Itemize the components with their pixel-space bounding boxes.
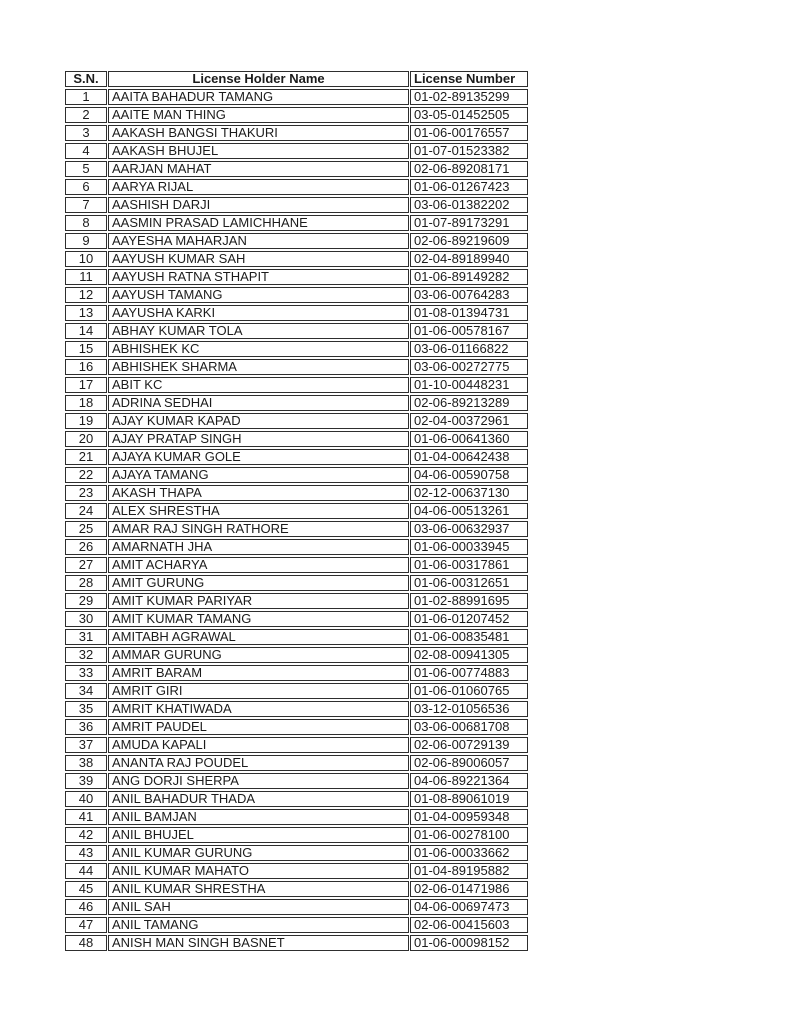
- row-license-holder-name: AAYESHA MAHARJAN: [108, 233, 409, 249]
- row-serial-number: 9: [65, 233, 107, 249]
- row-license-holder-name: AMIT GURUNG: [108, 575, 409, 591]
- row-license-holder-name: ANIL BAHADUR THADA: [108, 791, 409, 807]
- row-license-holder-name: ABHISHEK KC: [108, 341, 409, 357]
- row-license-number: 03-06-00681708: [410, 719, 528, 735]
- row-license-number: 04-06-89221364: [410, 773, 528, 789]
- row-serial-number: 1: [65, 89, 107, 105]
- row-serial-number: 40: [65, 791, 107, 807]
- row-license-holder-name: AAYUSH KUMAR SAH: [108, 251, 409, 267]
- row-serial-number: 5: [65, 161, 107, 177]
- header-license-number: License Number: [410, 71, 528, 87]
- row-serial-number: 30: [65, 611, 107, 627]
- table-row: [65, 179, 528, 195]
- row-license-number: 04-06-00590758: [410, 467, 528, 483]
- table-row: [65, 467, 528, 483]
- row-license-holder-name: AMRIT BARAM: [108, 665, 409, 681]
- row-license-holder-name: AJAY PRATAP SINGH: [108, 431, 409, 447]
- table-row: [65, 755, 528, 771]
- row-license-number: 01-06-01207452: [410, 611, 528, 627]
- row-license-number: 02-04-00372961: [410, 413, 528, 429]
- table-row: [65, 377, 528, 393]
- row-license-number: 03-06-00632937: [410, 521, 528, 537]
- row-license-number: 03-12-01056536: [410, 701, 528, 717]
- row-serial-number: 25: [65, 521, 107, 537]
- row-serial-number: 23: [65, 485, 107, 501]
- table-row: [65, 593, 528, 609]
- table-row: [65, 791, 528, 807]
- row-serial-number: 46: [65, 899, 107, 915]
- table-row: [65, 521, 528, 537]
- row-serial-number: 15: [65, 341, 107, 357]
- row-license-holder-name: AASMIN PRASAD LAMICHHANE: [108, 215, 409, 231]
- table-row: [65, 827, 528, 843]
- table-row: [65, 899, 528, 915]
- row-license-holder-name: AAYUSHA KARKI: [108, 305, 409, 321]
- row-license-number: 04-06-00513261: [410, 503, 528, 519]
- row-license-number: 02-06-00729139: [410, 737, 528, 753]
- row-serial-number: 7: [65, 197, 107, 213]
- table-row: [65, 935, 528, 951]
- row-license-number: 01-06-00278100: [410, 827, 528, 843]
- row-license-number: 02-06-01471986: [410, 881, 528, 897]
- row-license-number: 01-04-89195882: [410, 863, 528, 879]
- table-row: [65, 251, 528, 267]
- row-license-number: 01-04-00959348: [410, 809, 528, 825]
- license-table: [64, 69, 529, 953]
- row-license-number: 01-06-00835481: [410, 629, 528, 645]
- row-serial-number: 3: [65, 125, 107, 141]
- row-license-number: 03-06-00272775: [410, 359, 528, 375]
- row-serial-number: 6: [65, 179, 107, 195]
- row-serial-number: 36: [65, 719, 107, 735]
- table-row: [65, 413, 528, 429]
- row-license-holder-name: AMIT KUMAR TAMANG: [108, 611, 409, 627]
- row-serial-number: 21: [65, 449, 107, 465]
- table-row: [65, 449, 528, 465]
- row-license-holder-name: AMRIT KHATIWADA: [108, 701, 409, 717]
- row-license-number: 01-02-88991695: [410, 593, 528, 609]
- row-serial-number: 11: [65, 269, 107, 285]
- row-license-number: 02-06-89219609: [410, 233, 528, 249]
- table-row: [65, 683, 528, 699]
- row-license-number: 01-02-89135299: [410, 89, 528, 105]
- row-license-holder-name: AASHISH DARJI: [108, 197, 409, 213]
- table-row: [65, 575, 528, 591]
- table-row: [65, 557, 528, 573]
- row-license-number: 01-04-00642438: [410, 449, 528, 465]
- row-license-holder-name: AMIT ACHARYA: [108, 557, 409, 573]
- table-row: [65, 431, 528, 447]
- row-serial-number: 42: [65, 827, 107, 843]
- table-row: [65, 395, 528, 411]
- row-license-holder-name: AJAY KUMAR KAPAD: [108, 413, 409, 429]
- row-license-number: 01-08-89061019: [410, 791, 528, 807]
- row-license-holder-name: AMARNATH JHA: [108, 539, 409, 555]
- row-serial-number: 26: [65, 539, 107, 555]
- row-license-holder-name: AMITABH AGRAWAL: [108, 629, 409, 645]
- row-license-holder-name: ANIL BHUJEL: [108, 827, 409, 843]
- row-license-number: 01-10-00448231: [410, 377, 528, 393]
- row-license-holder-name: ANG DORJI SHERPA: [108, 773, 409, 789]
- row-license-holder-name: AAKASH BANGSI THAKURI: [108, 125, 409, 141]
- row-serial-number: 43: [65, 845, 107, 861]
- table-row: [65, 197, 528, 213]
- row-serial-number: 39: [65, 773, 107, 789]
- table-row: [65, 863, 528, 879]
- row-serial-number: 17: [65, 377, 107, 393]
- row-serial-number: 32: [65, 647, 107, 663]
- table-row: [65, 773, 528, 789]
- table-row: [65, 215, 528, 231]
- row-license-holder-name: AMRIT GIRI: [108, 683, 409, 699]
- row-license-holder-name: AMUDA KAPALI: [108, 737, 409, 753]
- row-serial-number: 12: [65, 287, 107, 303]
- table-row: [65, 701, 528, 717]
- table-row: [65, 305, 528, 321]
- table-row: [65, 539, 528, 555]
- row-serial-number: 34: [65, 683, 107, 699]
- row-license-holder-name: AAITE MAN THING: [108, 107, 409, 123]
- row-license-holder-name: ALEX SHRESTHA: [108, 503, 409, 519]
- row-license-holder-name: AKASH THAPA: [108, 485, 409, 501]
- row-license-number: 01-06-00774883: [410, 665, 528, 681]
- row-serial-number: 22: [65, 467, 107, 483]
- table-row: [65, 359, 528, 375]
- row-license-number: 01-06-00578167: [410, 323, 528, 339]
- table-row: [65, 719, 528, 735]
- row-serial-number: 20: [65, 431, 107, 447]
- table-row: [65, 629, 528, 645]
- row-serial-number: 35: [65, 701, 107, 717]
- row-serial-number: 16: [65, 359, 107, 375]
- row-license-holder-name: ANIL KUMAR MAHATO: [108, 863, 409, 879]
- row-serial-number: 28: [65, 575, 107, 591]
- table-row: [65, 89, 528, 105]
- row-license-number: 01-06-00317861: [410, 557, 528, 573]
- row-serial-number: 37: [65, 737, 107, 753]
- table-row: [65, 323, 528, 339]
- row-license-number: 01-07-01523382: [410, 143, 528, 159]
- row-license-number: 01-07-89173291: [410, 215, 528, 231]
- row-license-holder-name: ANISH MAN SINGH BASNET: [108, 935, 409, 951]
- row-license-number: 01-06-00033662: [410, 845, 528, 861]
- row-license-holder-name: ABHISHEK SHARMA: [108, 359, 409, 375]
- table-row: [65, 881, 528, 897]
- row-serial-number: 47: [65, 917, 107, 933]
- table-row: [65, 809, 528, 825]
- row-license-number: 02-06-89006057: [410, 755, 528, 771]
- row-license-number: 03-06-01166822: [410, 341, 528, 357]
- table-row: [65, 233, 528, 249]
- row-license-number: 01-06-00176557: [410, 125, 528, 141]
- row-serial-number: 2: [65, 107, 107, 123]
- row-serial-number: 29: [65, 593, 107, 609]
- row-license-number: 02-06-89208171: [410, 161, 528, 177]
- row-license-holder-name: AMMAR GURUNG: [108, 647, 409, 663]
- row-license-number: 01-08-01394731: [410, 305, 528, 321]
- row-license-number: 03-06-00764283: [410, 287, 528, 303]
- row-license-number: 03-05-01452505: [410, 107, 528, 123]
- table-row: [65, 503, 528, 519]
- row-license-holder-name: ANIL BAMJAN: [108, 809, 409, 825]
- row-serial-number: 24: [65, 503, 107, 519]
- row-license-holder-name: AJAYA KUMAR GOLE: [108, 449, 409, 465]
- row-license-holder-name: AMAR RAJ SINGH RATHORE: [108, 521, 409, 537]
- header-sn: S.N.: [65, 71, 107, 87]
- table-row: [65, 125, 528, 141]
- table-row: [65, 647, 528, 663]
- row-license-number: 01-06-89149282: [410, 269, 528, 285]
- row-license-holder-name: ANIL KUMAR GURUNG: [108, 845, 409, 861]
- table-row: [65, 161, 528, 177]
- row-license-holder-name: AAKASH BHUJEL: [108, 143, 409, 159]
- row-serial-number: 19: [65, 413, 107, 429]
- table-row: [65, 341, 528, 357]
- row-license-number: 02-06-00415603: [410, 917, 528, 933]
- table-row: [65, 107, 528, 123]
- row-license-number: 01-06-00033945: [410, 539, 528, 555]
- row-license-number: 01-06-00312651: [410, 575, 528, 591]
- row-serial-number: 4: [65, 143, 107, 159]
- row-license-holder-name: AAITA BAHADUR TAMANG: [108, 89, 409, 105]
- row-license-holder-name: AAYUSH RATNA STHAPIT: [108, 269, 409, 285]
- row-license-holder-name: ANIL SAH: [108, 899, 409, 915]
- row-serial-number: 33: [65, 665, 107, 681]
- row-serial-number: 38: [65, 755, 107, 771]
- table-row: [65, 665, 528, 681]
- table-row: [65, 917, 528, 933]
- row-license-number: 01-06-01060765: [410, 683, 528, 699]
- row-license-holder-name: ADRINA SEDHAI: [108, 395, 409, 411]
- table-row: [65, 845, 528, 861]
- row-serial-number: 13: [65, 305, 107, 321]
- row-license-number: 02-08-00941305: [410, 647, 528, 663]
- row-serial-number: 45: [65, 881, 107, 897]
- row-serial-number: 18: [65, 395, 107, 411]
- row-license-holder-name: ABIT KC: [108, 377, 409, 393]
- row-serial-number: 14: [65, 323, 107, 339]
- row-license-number: 01-06-00641360: [410, 431, 528, 447]
- row-license-number: 01-06-00098152: [410, 935, 528, 951]
- row-serial-number: 48: [65, 935, 107, 951]
- row-license-holder-name: AARYA RIJAL: [108, 179, 409, 195]
- row-license-holder-name: AARJAN MAHAT: [108, 161, 409, 177]
- row-license-holder-name: ABHAY KUMAR TOLA: [108, 323, 409, 339]
- row-license-number: 02-12-00637130: [410, 485, 528, 501]
- row-license-number: 01-06-01267423: [410, 179, 528, 195]
- table-row: [65, 485, 528, 501]
- table-row: [65, 611, 528, 627]
- row-serial-number: 31: [65, 629, 107, 645]
- table-row: [65, 737, 528, 753]
- row-license-number: 04-06-00697473: [410, 899, 528, 915]
- row-license-holder-name: AAYUSH TAMANG: [108, 287, 409, 303]
- row-serial-number: 8: [65, 215, 107, 231]
- row-license-holder-name: ANANTA RAJ POUDEL: [108, 755, 409, 771]
- row-license-holder-name: AMIT KUMAR PARIYAR: [108, 593, 409, 609]
- row-license-holder-name: AJAYA TAMANG: [108, 467, 409, 483]
- header-row: [65, 71, 528, 87]
- row-license-holder-name: ANIL KUMAR SHRESTHA: [108, 881, 409, 897]
- table-row: [65, 269, 528, 285]
- license-table-body: [65, 89, 528, 951]
- row-serial-number: 10: [65, 251, 107, 267]
- table-row: [65, 143, 528, 159]
- table-row: [65, 287, 528, 303]
- row-serial-number: 41: [65, 809, 107, 825]
- row-license-holder-name: ANIL TAMANG: [108, 917, 409, 933]
- row-serial-number: 44: [65, 863, 107, 879]
- row-serial-number: 27: [65, 557, 107, 573]
- row-license-number: 02-06-89213289: [410, 395, 528, 411]
- row-license-number: 03-06-01382202: [410, 197, 528, 213]
- header-license-holder-name: License Holder Name: [108, 71, 409, 87]
- row-license-holder-name: AMRIT PAUDEL: [108, 719, 409, 735]
- row-license-number: 02-04-89189940: [410, 251, 528, 267]
